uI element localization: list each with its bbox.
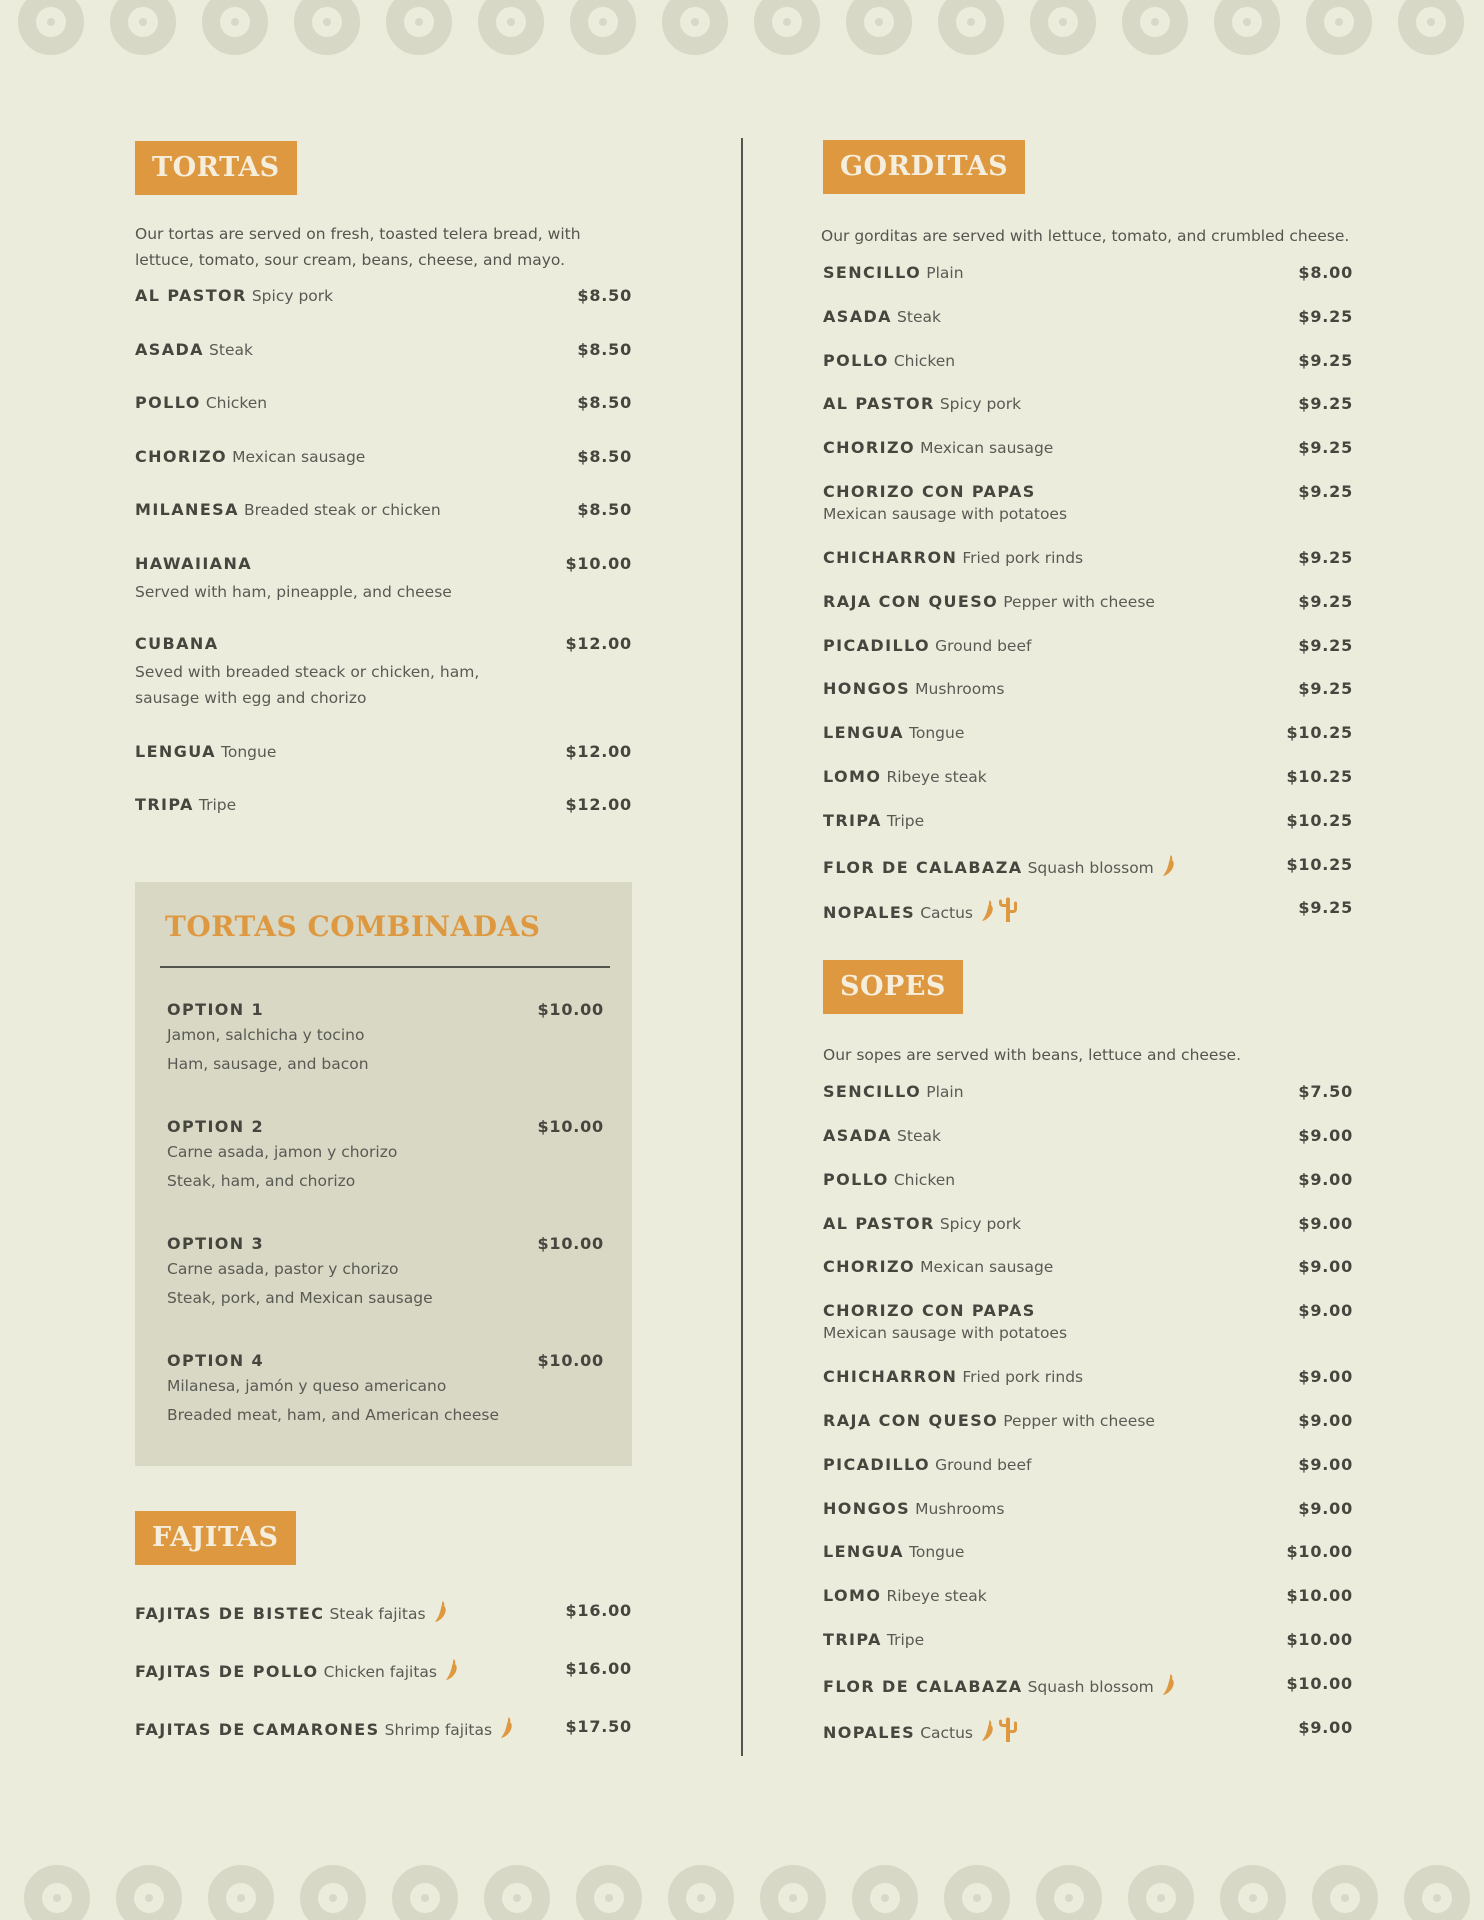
- menu-item: [823, 1498, 1353, 1542]
- menu-item: [823, 1213, 1353, 1257]
- item-price: $8.50: [577, 339, 632, 359]
- decor-ring: [1413, 1874, 1461, 1920]
- item-description: Ribeye steak: [886, 767, 987, 786]
- menu-item: [823, 854, 1353, 898]
- item-price: $8.50: [577, 393, 632, 412]
- item-price: $17.50: [565, 1717, 632, 1736]
- item-name: TRIPA: [823, 810, 882, 830]
- menu-item: [823, 591, 1353, 635]
- decorative-circle-border-bottom: [0, 1840, 1484, 1920]
- item-description: Cactus: [920, 904, 974, 923]
- menu-item: [823, 1300, 1353, 1366]
- decor-ring: [1321, 1874, 1369, 1920]
- item-name: POLLO: [823, 1169, 889, 1189]
- decor-ring: [861, 1874, 909, 1920]
- item-description: Steak: [897, 1126, 941, 1145]
- item-price: $10.00: [1286, 1586, 1353, 1606]
- menu-item: [823, 766, 1353, 810]
- item-name: CUBANA: [135, 633, 219, 653]
- tortas-combinadas-title: TORTAS COMBINADAS: [165, 910, 541, 943]
- item-name: FAJITAS DE BISTEC: [135, 1604, 325, 1623]
- tortas-title: TORTAS: [135, 141, 297, 195]
- item-name: ASADA: [823, 306, 892, 326]
- item-description: Squash blossom: [1027, 1677, 1154, 1696]
- item-name: NOPALES: [823, 903, 916, 923]
- item-description: Steak fajitas: [329, 1605, 426, 1623]
- item-description: Fried pork rinds: [962, 1368, 1084, 1387]
- item-description: Squash blossom: [1027, 858, 1154, 877]
- item-name: ASADA: [135, 339, 204, 359]
- combinadas-rule: [160, 966, 610, 968]
- item-name: HONGOS: [823, 1498, 911, 1518]
- cactus-icon: [998, 908, 1021, 927]
- right-column: [823, 140, 1353, 1760]
- item-name: TRIPA: [135, 795, 194, 814]
- gorditas-list: [823, 262, 1353, 941]
- decor-ring: [1407, 0, 1455, 46]
- option-spanish: Jamon, salchicha y tocino: [167, 1026, 365, 1044]
- gorditas-intro: Our gorditas are served with lettuce, tomato, and crumbled cheese.: [821, 227, 1350, 245]
- decor-ring: [303, 0, 351, 46]
- item-price: $9.25: [1298, 547, 1353, 567]
- item-price: $10.00: [565, 553, 632, 573]
- item-description: Plain: [926, 1083, 964, 1102]
- item-description: Tripe: [886, 811, 925, 830]
- menu-item: [823, 437, 1353, 481]
- item-price: $9.00: [1298, 1410, 1353, 1430]
- item-price: $16.00: [565, 1601, 632, 1620]
- sopes-list: [823, 1081, 1353, 1760]
- item-price: $9.25: [1298, 898, 1353, 918]
- gorditas-title: GORDITAS: [823, 140, 1025, 194]
- item-price: $10.00: [1286, 1673, 1353, 1693]
- item-description: Mexican sausage: [920, 439, 1054, 458]
- sopes-title: SOPES: [823, 960, 963, 1014]
- item-description: Mexican sausage: [232, 447, 366, 466]
- menu-item: [135, 1716, 632, 1774]
- item-name: CHICHARRON: [823, 547, 958, 567]
- sopes-intro: Our sopes are served with beans, lettuce and cheese.: [823, 1046, 1242, 1065]
- item-description: Spicy pork: [939, 1214, 1022, 1233]
- item-name: AL PASTOR: [823, 1213, 935, 1233]
- menu-item: [823, 1125, 1353, 1169]
- combinada-option: [167, 1234, 604, 1313]
- decor-ring: [769, 1874, 817, 1920]
- item-name: TRIPA: [823, 1629, 882, 1649]
- decor-ring: [677, 1874, 725, 1920]
- cactus-icon: [998, 1728, 1021, 1747]
- tortas-combinadas-box: [135, 882, 632, 1466]
- decor-ring: [1229, 1874, 1277, 1920]
- item-name: LENGUA: [823, 1542, 904, 1562]
- item-price: $9.00: [1298, 1367, 1353, 1387]
- column-divider: [741, 138, 743, 1756]
- item-name: POLLO: [823, 350, 889, 370]
- decor-ring: [671, 0, 719, 46]
- decor-ring: [953, 1874, 1001, 1920]
- decor-ring: [1131, 0, 1179, 46]
- item-price: $9.00: [1298, 1301, 1353, 1321]
- chili-pepper-icon: [500, 1725, 517, 1744]
- item-name: FLOR DE CALABAZA: [823, 1676, 1023, 1696]
- fajitas-list: [135, 1600, 632, 1774]
- menu-item: [135, 553, 632, 633]
- item-price: $10.25: [1286, 810, 1353, 830]
- item-name: ASADA: [823, 1125, 892, 1145]
- menu-item: [823, 1585, 1353, 1629]
- item-price: $9.25: [1298, 350, 1353, 370]
- menu-item: [135, 794, 632, 848]
- item-price: $9.25: [1298, 591, 1353, 611]
- item-price: $9.00: [1298, 1213, 1353, 1233]
- item-name: PICADILLO: [823, 635, 931, 655]
- item-name: CHORIZO CON PAPAS: [823, 481, 1036, 501]
- item-name: PICADILLO: [823, 1454, 931, 1474]
- item-name: AL PASTOR: [823, 394, 935, 414]
- item-price: $9.25: [1298, 679, 1353, 699]
- menu-item: [823, 1256, 1353, 1300]
- option-name: OPTION 2: [167, 1117, 265, 1136]
- item-description: Tongue: [221, 742, 277, 761]
- menu-item: [135, 285, 632, 339]
- decor-ring: [395, 0, 443, 46]
- menu-item: [823, 350, 1353, 394]
- item-name: CHORIZO: [823, 438, 916, 458]
- decor-ring: [33, 1874, 81, 1920]
- item-name: SENCILLO: [823, 263, 922, 282]
- menu-item: [823, 262, 1353, 306]
- menu-item: [135, 633, 632, 741]
- option-english: Steak, pork, and Mexican sausage: [167, 1289, 433, 1307]
- item-name: RAJA CON QUESO: [823, 591, 999, 611]
- chili-pepper-icon: [1162, 1682, 1179, 1701]
- item-price: $9.00: [1298, 1257, 1353, 1277]
- menu-item: [823, 1081, 1353, 1125]
- menu-item: [135, 339, 632, 393]
- item-name: RAJA CON QUESO: [823, 1410, 999, 1430]
- item-description: Spicy pork: [251, 287, 334, 305]
- decor-ring: [27, 0, 75, 46]
- item-description: Cactus: [920, 1723, 974, 1742]
- menu-item: [823, 1629, 1353, 1673]
- chili-pepper-icon: [981, 908, 998, 927]
- item-description: Mexican sausage: [920, 1258, 1054, 1277]
- menu-item: [823, 1366, 1353, 1410]
- decor-ring: [217, 1874, 265, 1920]
- item-name: FLOR DE CALABAZA: [823, 857, 1023, 877]
- item-price: $9.00: [1298, 1454, 1353, 1474]
- menu-item: [135, 741, 632, 795]
- item-description: Spicy pork: [939, 395, 1022, 414]
- combinada-option: [167, 1117, 604, 1196]
- item-subtext: Served with ham, pineapple, and cheese: [135, 582, 452, 601]
- item-price: $10.00: [1286, 1542, 1353, 1562]
- option-price: $10.00: [537, 1117, 604, 1136]
- item-description: Shrimp fajitas: [384, 1721, 493, 1739]
- decor-ring: [211, 0, 259, 46]
- chili-pepper-icon: [445, 1667, 462, 1686]
- item-subtext: Seved with breaded steack or chicken, ham, sausage with egg and chorizo: [135, 662, 480, 707]
- item-description: Chicken: [893, 351, 956, 370]
- fajitas-title: FAJITAS: [135, 1511, 296, 1565]
- menu-item: [823, 810, 1353, 854]
- item-description: Plain: [926, 264, 964, 282]
- decor-ring: [401, 1874, 449, 1920]
- item-price: $16.00: [565, 1659, 632, 1678]
- item-description: Breaded steak or chicken: [243, 501, 441, 519]
- item-description: Ground beef: [935, 636, 1032, 655]
- menu-item: [823, 481, 1353, 547]
- item-name: POLLO: [135, 393, 201, 412]
- menu-item: [823, 1541, 1353, 1585]
- item-name: LOMO: [823, 1586, 882, 1606]
- menu-item: [135, 446, 632, 500]
- menu-item: [135, 1600, 632, 1658]
- menu-item: [135, 392, 632, 446]
- decor-ring: [1315, 0, 1363, 46]
- menu-item: [823, 1454, 1353, 1498]
- item-name: LENGUA: [135, 741, 216, 761]
- menu-item: [823, 678, 1353, 722]
- left-column: [135, 141, 632, 848]
- option-spanish: Carne asada, jamon y chorizo: [167, 1143, 398, 1161]
- combinada-option: [167, 1351, 604, 1430]
- menu-item: [823, 547, 1353, 591]
- item-description: Tongue: [909, 1543, 965, 1562]
- item-description: Pepper with cheese: [1003, 592, 1155, 611]
- option-name: OPTION 3: [167, 1234, 265, 1253]
- item-description: Steak: [209, 340, 253, 359]
- decor-ring: [585, 1874, 633, 1920]
- item-name: CHORIZO CON PAPAS: [823, 1301, 1036, 1321]
- item-name: CHORIZO: [135, 446, 228, 466]
- item-price: $8.50: [577, 446, 632, 466]
- option-english: Ham, sausage, and bacon: [167, 1055, 369, 1073]
- item-name: SENCILLO: [823, 1082, 922, 1102]
- decor-ring: [487, 0, 535, 46]
- menu-item: [823, 1717, 1353, 1761]
- item-name: FAJITAS DE POLLO: [135, 1662, 319, 1681]
- item-price: $12.00: [565, 795, 632, 814]
- tortas-intro: Our tortas are served on fresh, toasted telera bread, with lettuce, tomato, sour cream, beans, cheese, and mayo.: [135, 225, 581, 269]
- item-subtext: Mexican sausage with potatoes: [823, 1324, 1068, 1343]
- item-description: Tongue: [909, 724, 965, 743]
- menu-item: [823, 1169, 1353, 1213]
- option-price: $10.00: [537, 1234, 604, 1253]
- item-description: Mushrooms: [915, 1499, 1005, 1518]
- decor-ring: [1223, 0, 1271, 46]
- item-description: Chicken fajitas: [323, 1663, 437, 1681]
- item-price: $10.25: [1286, 854, 1353, 874]
- decor-ring: [493, 1874, 541, 1920]
- item-description: Pepper with cheese: [1003, 1411, 1155, 1430]
- item-price: $10.25: [1286, 723, 1353, 743]
- decor-ring: [855, 0, 903, 46]
- decor-ring: [947, 0, 995, 46]
- item-name: AL PASTOR: [135, 286, 247, 305]
- item-description: Tripe: [198, 796, 237, 814]
- chili-pepper-icon: [981, 1728, 998, 1747]
- item-price: $9.25: [1298, 635, 1353, 655]
- menu-item: [823, 635, 1353, 679]
- decor-ring: [125, 1874, 173, 1920]
- item-price: $9.00: [1298, 1717, 1353, 1737]
- item-price: $10.25: [1286, 766, 1353, 786]
- item-description: Steak: [897, 307, 941, 326]
- item-name: LOMO: [823, 766, 882, 786]
- item-description: Tripe: [886, 1630, 925, 1649]
- item-description: Ground beef: [935, 1455, 1032, 1474]
- item-name: HONGOS: [823, 679, 911, 699]
- menu-item: [135, 499, 632, 553]
- item-name: MILANESA: [135, 500, 239, 519]
- item-name: FAJITAS DE CAMARONES: [135, 1720, 380, 1739]
- item-description: Ribeye steak: [886, 1587, 987, 1606]
- option-spanish: Carne asada, pastor y chorizo: [167, 1260, 399, 1278]
- item-price: $9.25: [1298, 438, 1353, 458]
- item-price: $9.00: [1298, 1169, 1353, 1189]
- decor-ring: [1039, 0, 1087, 46]
- decor-ring: [309, 1874, 357, 1920]
- option-english: Breaded meat, ham, and American cheese: [167, 1406, 499, 1424]
- item-price: $8.50: [577, 286, 632, 305]
- decor-ring: [763, 0, 811, 46]
- chili-pepper-icon: [1162, 863, 1179, 882]
- decor-ring: [119, 0, 167, 46]
- item-price: $12.00: [565, 633, 632, 653]
- menu-item: [823, 1673, 1353, 1717]
- item-price: $9.00: [1298, 1498, 1353, 1518]
- decorative-circle-border-top: [0, 0, 1484, 80]
- item-name: NOPALES: [823, 1722, 916, 1742]
- menu-item: [823, 1410, 1353, 1454]
- option-name: OPTION 4: [167, 1351, 265, 1370]
- item-price: $9.25: [1298, 394, 1353, 414]
- item-price: $8.50: [577, 500, 632, 519]
- decor-ring: [1045, 1874, 1093, 1920]
- item-description: Chicken: [205, 394, 268, 412]
- item-name: HAWAIIANA: [135, 553, 253, 573]
- menu-item: [823, 306, 1353, 350]
- item-name: LENGUA: [823, 723, 904, 743]
- menu-item: [823, 722, 1353, 766]
- item-description: Chicken: [893, 1170, 956, 1189]
- tortas-list: [135, 285, 632, 848]
- item-subtext: Mexican sausage with potatoes: [823, 504, 1068, 523]
- item-price: $12.00: [565, 741, 632, 761]
- option-spanish: Milanesa, jamón y queso americano: [167, 1377, 447, 1395]
- item-price: $7.50: [1298, 1082, 1353, 1102]
- item-price: $9.25: [1298, 306, 1353, 326]
- item-name: CHICHARRON: [823, 1367, 958, 1387]
- decor-ring: [579, 0, 627, 46]
- option-name: OPTION 1: [167, 1000, 265, 1019]
- menu-item: [135, 1658, 632, 1716]
- option-price: $10.00: [537, 1351, 604, 1370]
- decor-ring: [1137, 1874, 1185, 1920]
- combinada-option: [167, 1000, 604, 1079]
- item-price: $9.25: [1298, 481, 1353, 501]
- item-price: $9.00: [1298, 1125, 1353, 1145]
- fajitas-section: [135, 1511, 632, 1774]
- chili-pepper-icon: [434, 1609, 451, 1628]
- option-price: $10.00: [537, 1000, 604, 1019]
- menu-item: [823, 393, 1353, 437]
- option-english: Steak, ham, and chorizo: [167, 1172, 356, 1190]
- item-description: Mushrooms: [915, 680, 1005, 699]
- item-price: $8.00: [1298, 263, 1353, 282]
- item-name: CHORIZO: [823, 1257, 916, 1277]
- menu-item: [823, 897, 1353, 941]
- item-description: Fried pork rinds: [962, 548, 1084, 567]
- item-price: $10.00: [1286, 1629, 1353, 1649]
